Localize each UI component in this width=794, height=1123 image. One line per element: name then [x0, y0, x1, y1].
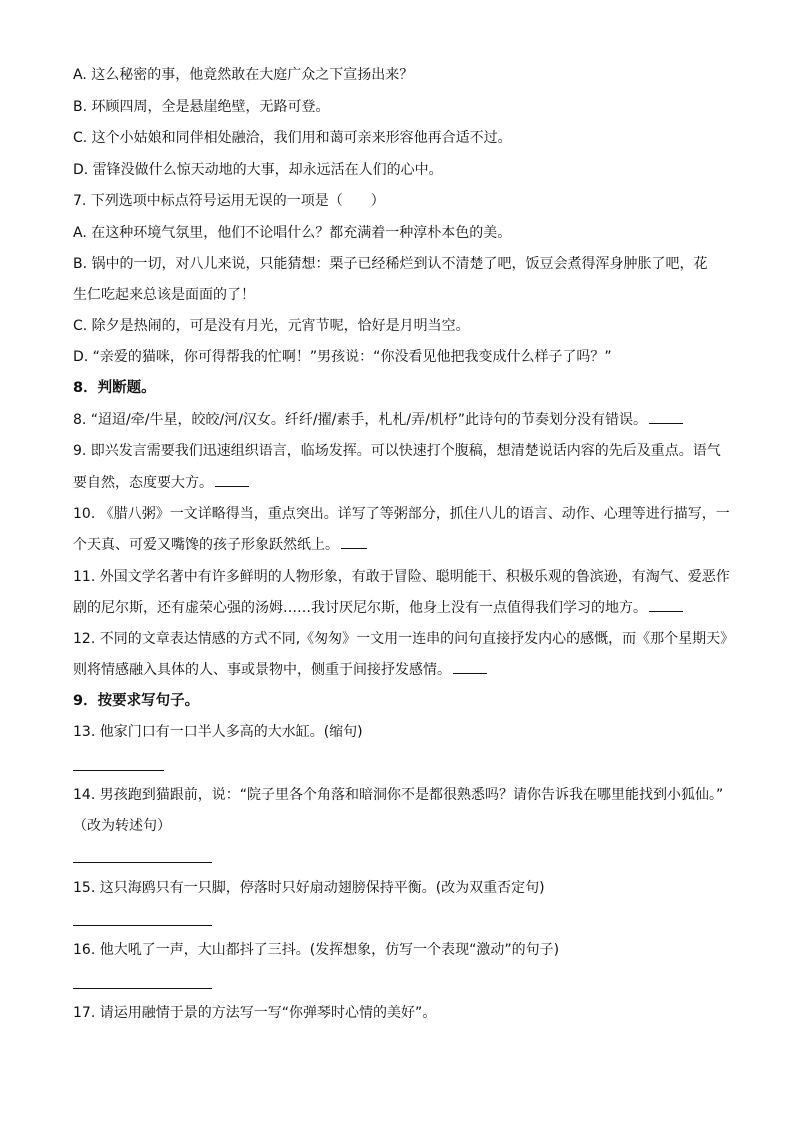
q11-line1: 11. 外国文学名著中有许多鲜明的人物形象，有敢于冒险、聪明能干、积极乐观的鲁滨逊，有淘气、爱恶作 — [73, 569, 730, 585]
q7-option-a: A. 在这种环境气氛里，他们不论唱什么？都充满着一种淳朴本色的美。 — [73, 225, 512, 241]
q10-line2 — [73, 535, 733, 555]
section9-heading: 9．按要求写句子。 — [73, 693, 200, 709]
q15-answer-line[interactable] — [73, 925, 212, 926]
q16-answer-line[interactable] — [73, 988, 212, 989]
q13-answer-line[interactable] — [73, 770, 164, 771]
section8-heading: 8．判断题。 — [73, 380, 156, 396]
q7-option-b-line1: B. 锅中的一切，对八儿来说，只能猜想：栗子已经稀烂到认不清楚了吧，饭豆会煮得浑身肿胀了吧，花 — [73, 256, 708, 272]
q14-line2: （改为转述句） — [73, 818, 171, 834]
q6-option-d: D. 雷锋没做什么惊天动地的大事，却永远活在人们的心中。 — [73, 162, 443, 178]
q11-text: 剧的尼尔斯，还有虚荣心强的汤姆……我讨厌尼尔斯，他身上没有一点值得我们学习的地方。 — [73, 600, 647, 616]
q6-option-c: C. 这个小姑娘和同伴相处融洽，我们用和蔼可亲来形容他再合适不过。 — [73, 130, 512, 146]
q10-line1: 10. 《腊八粥》一文详略得当，重点突出。详写了等粥部分，抓住八儿的语言、动作、心理等进行描写，一 — [73, 506, 730, 522]
q14-answer-line[interactable] — [73, 862, 212, 863]
q14-line1: 14. 男孩跑到猫跟前，说：“院子里各个角落和暗洞你不是都很熟悉吗？请你告诉我在哪里能找到小狐仙。” — [73, 787, 724, 803]
q11-line2 — [73, 598, 733, 618]
q12-line2 — [73, 660, 733, 680]
answer-blank[interactable] — [453, 661, 487, 674]
q9-line1: 9. 即兴发言需要我们迅速组织语言，临场发挥。可以快速打个腹稿，想清楚说话内容的先后及重点。语气 — [73, 443, 721, 459]
q12-line1: 12. 不同的文章表达情感的方式不同,《匆匆》一文用一连串的问句直接抒发内心的感慨，而《那个星期天》 — [73, 631, 735, 647]
q10-text: 个天真、可爱又嘴馋的孩子形象跃然纸上。 — [73, 537, 339, 553]
q8-line — [73, 410, 733, 430]
q6-option-a: A. 这么秘密的事，他竟然敢在大庭广众之下宣扬出来？ — [73, 67, 414, 83]
q17-text: 17. 请运用融情于景的方法写一写“你弹琴时心情的美好”。 — [73, 1005, 437, 1021]
q9-line2 — [73, 473, 733, 493]
q9-text: 要自然，态度要大方。 — [73, 475, 213, 491]
answer-blank[interactable] — [649, 411, 683, 424]
q7-option-d: D. “亲爱的猫咪，你可得帮我的忙啊！”男孩说：“你没看见他把我变成什么样子了吗？” — [73, 349, 612, 365]
q6-option-b: B. 环顾四周，全是悬崖绝壁，无路可登。 — [73, 99, 330, 115]
q7-option-c: C. 除夕是热闹的，可是没有月光，元宵节呢，恰好是月明当空。 — [73, 318, 470, 334]
q12-text: 则将情感融入具体的人、事或景物中，侧重于间接抒发感情。 — [73, 662, 451, 678]
answer-blank[interactable] — [341, 536, 367, 549]
answer-blank[interactable] — [215, 474, 249, 487]
q7-option-b-line2: 生仁吃起来总该是面面的了！ — [73, 287, 255, 303]
answer-blank[interactable] — [649, 599, 683, 612]
q13-text: 13. 他家门口有一口半人多高的大水缸。(缩句) — [73, 724, 363, 740]
q15-text: 15. 这只海鸥只有一只脚，停落时只好扇动翅膀保持平衡。(改为双重否定句) — [73, 880, 545, 896]
q7-stem: 7. 下列选项中标点符号运用无误的一项是（ ） — [73, 193, 385, 209]
q8-text: 8. “迢迢/牵/牛星，皎皎/河/汉女。纤纤/擢/素手，札札/弄/机杼”此诗句的节奏划分没有错误。 — [73, 412, 648, 428]
q16-text: 16. 他大吼了一声，大山都抖了三抖。(发挥想象，仿写一个表现“激动”的句子) — [73, 942, 560, 958]
